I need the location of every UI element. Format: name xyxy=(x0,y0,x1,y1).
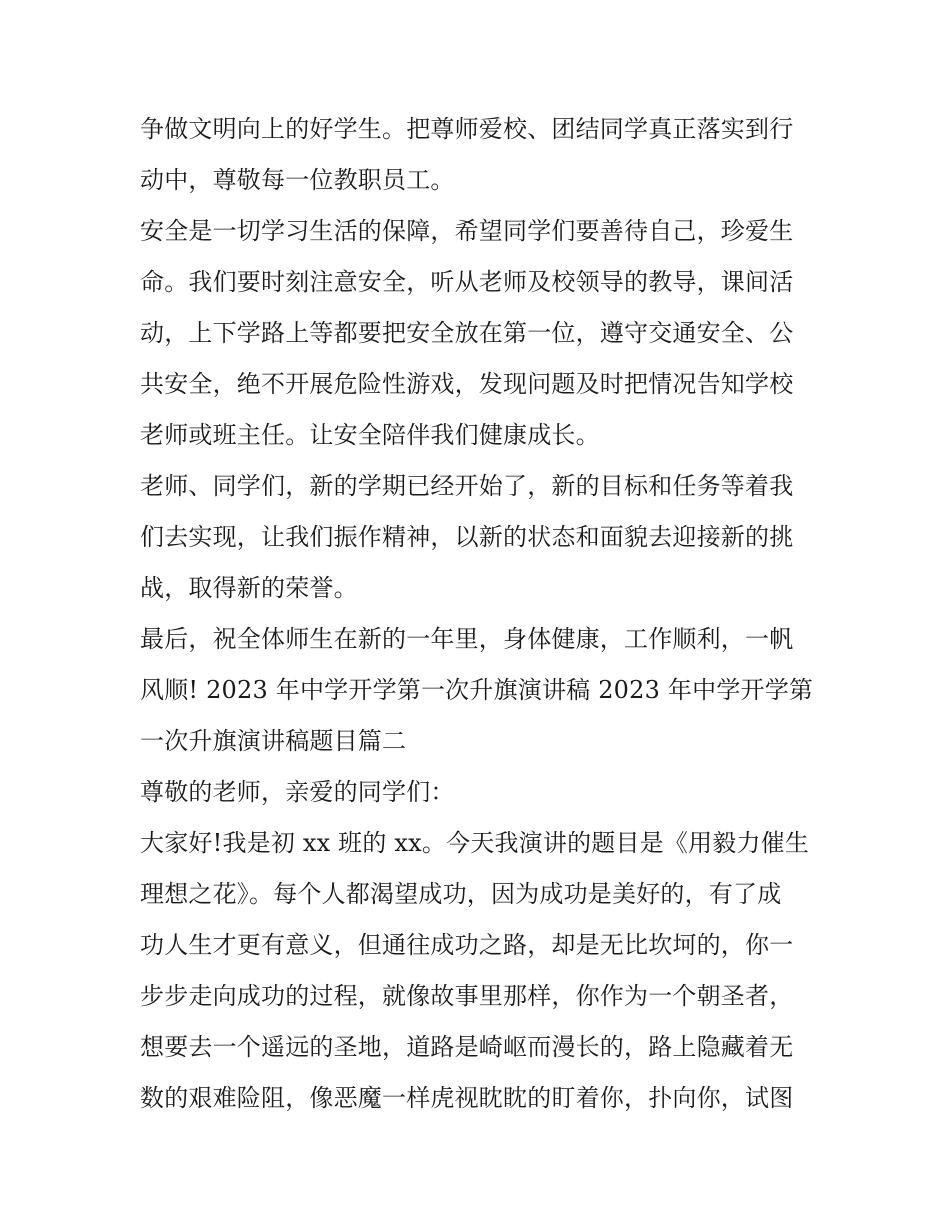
text-line: 共安全，绝不开展危险性游戏，发现问题及时把情况告知学校 xyxy=(140,370,794,398)
text-line: 一次升旗演讲稿题目篇二 xyxy=(140,727,407,755)
text-line: 命。我们要时刻注意安全，听从老师及校领导的教导，课间活 xyxy=(140,268,794,296)
text-line: 数的艰难险阻，像恶魔一样虎视眈眈的盯着你，扑向你，试图 xyxy=(140,1084,794,1112)
text-line: 动中，尊敬每一位教职员工。 xyxy=(140,166,455,194)
document-body xyxy=(140,104,820,1124)
text-line: 动，上下学路上等都要把安全放在第一位，遵守交通安全、公 xyxy=(140,319,794,347)
text-line: 大家好!我是初 xx 班的 xx。今天我演讲的题目是《用毅力催生 xyxy=(140,829,810,857)
text-line: 老师或班主任。让安全陪伴我们健康成长。 xyxy=(140,421,600,449)
text-line: 理想之花》。每个人都渴望成功，因为成功是美好的，有了成 xyxy=(140,880,782,908)
text-line: 战，取得新的荣誉。 xyxy=(140,574,358,602)
text-line: 争做文明向上的好学生。把尊师爱校、团结同学真正落实到行 xyxy=(140,115,794,143)
text-line: 安全是一切学习生活的保障，希望同学们要善待自己，珍爱生 xyxy=(140,217,794,245)
text-line: 老师、同学们，新的学期已经开始了，新的目标和任务等着我 xyxy=(140,472,794,500)
text-line: 想要去一个遥远的圣地，道路是崎岖而漫长的，路上隐藏着无 xyxy=(140,1033,794,1061)
text-line: 尊敬的老师，亲爱的同学们： xyxy=(140,778,455,806)
text-line: 最后，祝全体师生在新的一年里，身体健康，工作顺利，一帆 xyxy=(140,625,794,653)
text-line: 功人生才更有意义，但通往成功之路，却是无比坎坷的，你一 xyxy=(140,931,794,959)
text-line: 步步走向成功的过程，就像故事里那样，你作为一个朝圣者， xyxy=(140,982,794,1010)
text-line: 们去实现，让我们振作精神，以新的状态和面貌去迎接新的挑 xyxy=(140,523,794,551)
text-line: 风顺! 2023 年中学开学第一次升旗演讲稿 2023 年中学开学第 xyxy=(140,676,814,704)
